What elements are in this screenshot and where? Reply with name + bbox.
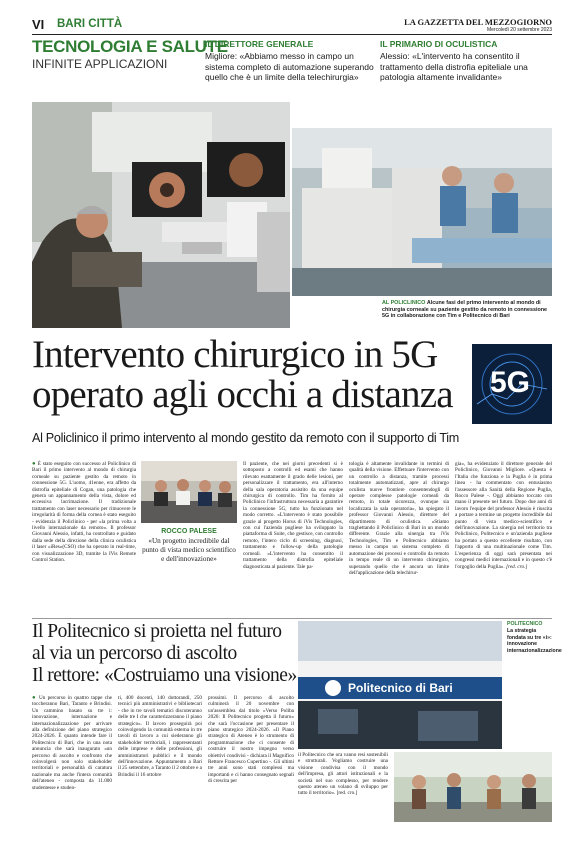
photo-students — [394, 752, 552, 822]
quote-director — [205, 39, 375, 83]
second-col-1: ● Un percorso in quattro tappe che toccheranno Bari, Taranto e Brindisi. Un cammino basato su tre i: innovazione, internazione e internazionalizzazione per arrivare alla definizione del piano strategico 2024-2026. È quanto intende fare il Politecnico di Bari, che in una nota annuncia che sarà inaugurato «un percorso di ascolto e confronto che coinvolgerà non solo stakeholder territoriali e personalità di caratura nazionale ma anche l'intera comunità dell'ateneo - composta da 11.000 studentesse e studen- — [32, 695, 112, 791]
main-col-1: ● È stato eseguito con successo al Policlinico di Bari il primo intervento al mondo di chirurgia corneale su paziente gestito da remoto in connessione 5G. L'uomo, 41enne, era affetto da distrofia epiteliale di Cogan, una patologia che genera un appannamento della vista, dolore ed eccessiva lacrimazione. Il tradizionale trattamento con laser necessario per rimuovere le irregolarità di forma della cornea è stato eseguito - evidenzia il Policlinico - per «la prima volta a livello internazionale da remoto». Il professor Giovanni Alessio, infatti, ha controllato e guidato dalla sede della direzione della clinica oculistica il laser «iRes»(CSO) che ha operato in real-time, con visualizzazione 3D, tramite la IVis Remote Control Station. — [32, 461, 137, 564]
photo-operating-room — [292, 128, 552, 296]
page-number: VI — [32, 17, 45, 32]
main-col-1-text: È stato eseguito con successo al Policlinico di Bari il primo intervento al mondo di chirurgia corneale su paziente gestito da remoto in connessione 5G. L'uomo, 41enne, era affetto da distrofia epiteliale di Cogan, una patologia che genera un appannamento della vista, dolore ed eccessiva lacrimazione. Il tradizionale trattamento con laser necessario per rimuovere le irregolarità di forma della cornea è stato eseguito - evidenzia il Policlinico - per «la prima volta a livello internazionale da remoto». Il professor Giovanni Alessio, infatti, ha controllato e guidato dalla sede della direzione della clinica oculistica il laser «iRes»(CSO) che ha operato in real-time, con visualizzazione 3D, tramite la IVis Remote Control Station. — [32, 461, 137, 564]
header-divider — [32, 34, 552, 35]
main-col-5 — [455, 461, 552, 570]
main-subhead: Al Policlinico il primo intervento al mondo gestito da remoto con il supporto di Tim — [32, 431, 459, 445]
section-name: BARI CITTÀ — [57, 18, 123, 30]
main-col-5-text: gia», ha evidenziato il direttore generale del Policlinico, Giovanni Migliore. «Questa è l'Italia che funziona e la Puglia è in prima linea - ha commentato con entusiasmo l'assessore alla Sanità della Regione Puglia, Rocco Palese -. Oggi abbiamo toccato con mano il presente nel futuro. Dopo due anni di lavoro l'equipe del professor Alessio è riuscita a portare a termine un progetto incredibile dal punto di vista medico-scientifico e dell'innovazione. La sinergia nel territorio tra Policlinico, Politecnico e un'azienda pugliese ha portato a questo eccellente risultato, con l'apporto di una multinazionale come Tim. L'esperienza di oggi sarà presentata nei congressi medici internazionali e in questo c'è l'orgoglio della Puglia». — [455, 461, 552, 570]
main-headline-line2: operato agli occhi a distanza — [32, 373, 453, 416]
second-headline-line1: Il Politecnico si proietta nel futuro — [32, 621, 282, 642]
photo-politecnico — [298, 621, 502, 749]
photo-caption-text: Alcune fasi del primo intervento al mondo di chirurgia corneale su paziente gestito da remoto in connessione 5G in collaborazione con Tim e Politecnico di Bari — [382, 300, 548, 320]
politecnico-side-box — [507, 621, 562, 654]
main-col-4: tologia è altamente invalidante in termini di qualità della visione. Effettuare l'intervento con un controllo a distanza, tramite processi totalmente automatizzati, apre al chirurgo oculista nuove frontiere consentendogli di operare complesse patologie corneali da remoto, in totale sicurezza, ovunque sia localizzata la sala operatoria», ha spiegato il professor Giovanni Alessio, direttore del dipartimento di oculistica. «Stiamo traghettando il Policlinico di Bari in un mondo differente. Grazie alla sinergia tra iVis Technologies, Tim e Politecnico abbiamo messo in campo un sistema completo di automazione dei processi e controllo da remoto in tempo reale di un intervento chirurgico, superando quello che è ancora un limite dell'applicazione della telechirur- — [349, 461, 449, 576]
quote-director-text: Migliore: «Abbiamo messo in campo un sistema completo di automazione superando quello che è un limite della telechirurgia» — [205, 51, 374, 82]
main-headline-line1: Intervento chirurgico in 5G — [32, 333, 438, 376]
badge-5g — [472, 344, 552, 424]
second-headline-line3: Il rettore: «Costruiamo una visione» — [32, 665, 297, 686]
rocco-palese-name: ROCCO PALESE — [161, 528, 217, 535]
quote-primario-text: Alessio: «L'intervento ha consentito il trattamento della distrofia epiteliale una patologia altamente invalidante» — [380, 51, 528, 82]
second-col-2: ti, 400 docenti, 140 dottorandi, 250 tecnici più amministrativi e bibliotecari - che in tre tavoli tematici discuteranno delle tre I che caratterizzeranno il piano strategico». Il lavoro proseguirà poi coinvolgendo la comunità esterna in tre tavoli di lavoro a cui siederanno gli stakeholder territoriali, i rappresentanti delle imprese e delle professioni, gli amministratori pubblici e il mondo dell'innovazione. Appuntamento a Bari il 25 settembre, a Taranto il 2 ottobre e a Brindisi il 16 ottobre — [118, 695, 202, 778]
section-kicker-subtitle: INFINITE APPLICAZIONI — [32, 57, 168, 71]
rocco-palese-box — [141, 528, 237, 564]
politecnico-side-label: POLITECNICO — [507, 621, 543, 627]
issue-date: Mercoledì 20 settembre 2023 — [486, 27, 552, 33]
section-kicker-title: TECNOLOGIA E SALUTE — [32, 37, 228, 56]
second-col-3: prossimi. Il percorso di ascolto culminerà il 20 novembre con un'assemblea dal titolo «Verso Poliba 2026: Il Politecnico progetta il futuro» che sarà l'occasione per presentare il piano strategico 2024-2026. «Il Piano strategico di Ateneo è lo strumento di programmazione che ci consente di costruire il nostro impegno verso obiettivi condivisi - dichiara il Magnifico Rettore Francesco Cupertino -. Gli ultimi tre anni sono stati complessi ma importanti e ci hanno consegnato segnali di crescita per — [208, 695, 294, 785]
quote-director-label: IL DIRETTORE GENERALE — [205, 39, 314, 49]
article-divider — [32, 618, 552, 619]
rocco-palese-quote: «Un progetto incredibile dal punto di vista medico scientifico e dell'innovazione» — [142, 537, 236, 563]
newspaper-name: LA GAZZETTA DEL MEZZOGIORNO — [404, 17, 552, 27]
main-headline — [32, 335, 462, 415]
politecnico-side-text: La strategia fondata su tre «i»: innovazione internazionalizzazione — [507, 628, 562, 654]
badge-5g-text: 5G — [490, 366, 531, 399]
main-col-3: Il paziente, che nei giorni precedenti si è sottoposto a controlli ed esami che hanno rilevato esattamente il grado delle lesioni, per personalizzare il trattamento, era all'interno della sala operatoria assistito da una equipe chirurgica di controllo. Tim ha fornito al Policlinico l'infrastruttura necessaria a garantire la connessione 5G, tutto ha funzionato nel modo corretto. «L'intervento è stato possibile grazie al progetto Horus di iVis Technologies, con cui l'azienda pugliese ha sviluppato la piattaforma di Suite, che gestisce, con controllo remoto, l'intero ciclo di screening, diagnosi, trattamento e follow-up della patologie corneali. «L'intervento ha consentito il trattamento della distrofia epiteliale diagnosticata al paziente. Tale pa- — [243, 461, 343, 570]
photo-caption — [382, 300, 552, 320]
page-header — [32, 17, 552, 33]
second-headline — [32, 621, 297, 687]
politecnico-sign: Politecnico di Bari — [348, 681, 453, 695]
second-col-1-text: Un percorso in quattro tappe che toccheranno Bari, Taranto e Brindisi. Un cammino basato su tre i: innovazione, internazione e internazionalizzazione per arrivare alla definizione del piano strategico 2024-2026. È quanto intende fare il Politecnico di Bari, che in una nota annuncia che sarà inaugurato «un percorso di ascolto e confronto che coinvolgerà non solo stakeholder territoriali e personalità di caratura nazionale ma anche l'intera comunità dell'ateneo - composta da 11.000 studentesse e studen- — [32, 695, 112, 791]
photo-press-conference — [141, 461, 237, 523]
second-col-4: il Politecnico che ora vanno resi sostenibili e strutturali. Vogliamo costruire una visione condivisa con il mondo dell'impresa, gli attori istituzionali e la società nel suo complesso, per rendere questo ateneo un volano di sviluppo per tutto il territorio». [red. cro.] — [298, 752, 388, 797]
main-signature: [red. cro.] — [505, 563, 528, 570]
second-headline-line2: al via un percorso di ascolto — [32, 643, 237, 664]
photo-caption-label: AL POLICLINICO — [382, 300, 426, 306]
photo-remote-console — [32, 102, 290, 328]
quote-primario — [380, 39, 552, 83]
quote-primario-label: IL PRIMARIO DI OCULISTICA — [380, 39, 498, 49]
